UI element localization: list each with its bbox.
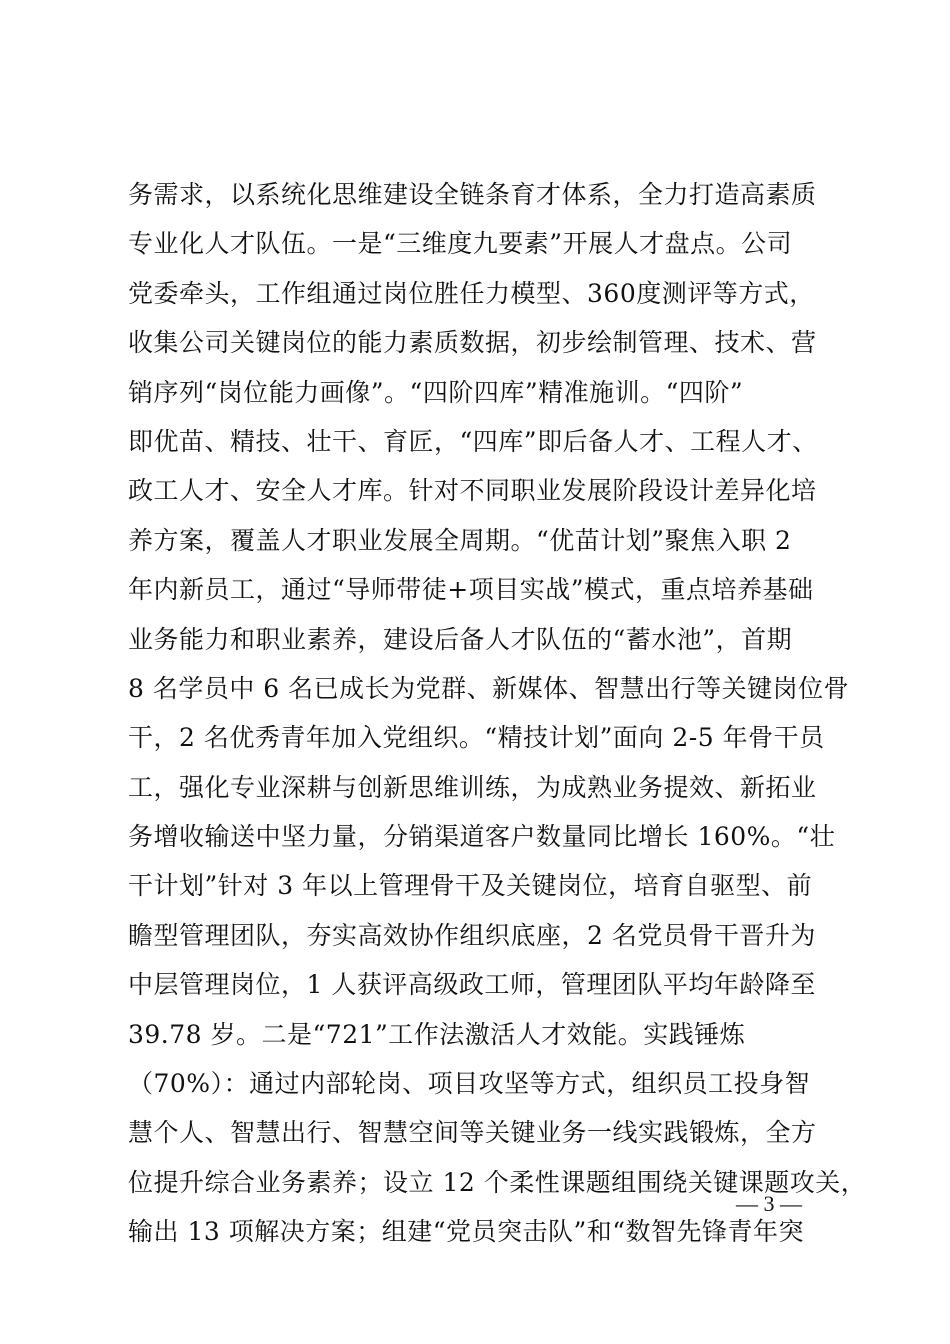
text-line: （70%）：通过内部轮岗、项目攻坚等方式，组织员工投身智	[128, 1069, 811, 1099]
text-line: 年内新员工，通过“导师带徒+项目实战”模式，重点培养基础	[128, 575, 814, 605]
text-line: 收集公司关键岗位的能力素质数据，初步绘制管理、技术、营	[128, 328, 817, 358]
text-line: 位提升综合业务素养；设立 12 个柔性课题组围绕关键课题攻关，	[128, 1167, 867, 1197]
text-line: 政工人才、安全人才库。针对不同职业发展阶段设计差异化培	[128, 476, 817, 506]
text-line: 瞻型管理团队，夯实高效协作组织底座，2 名党员骨干晋升为	[128, 920, 816, 950]
text-line: 干计划”针对 3 年以上管理骨干及关键岗位，培育自驱型、前	[128, 871, 813, 901]
body-text	[128, 170, 867, 1257]
text-line: 业务能力和职业素养，建设后备人才队伍的“蓄水池”，首期	[128, 624, 793, 654]
text-line: 输出 13 项解决方案；组建“党员突击队”和“数智先锋青年突	[128, 1217, 805, 1247]
text-line: 39.78 岁。二是“721”工作法激活人才效能。实践锤炼	[128, 1019, 746, 1049]
text-line: 慧个人、智慧出行、智慧空间等关键业务一线实践锻炼，全方	[128, 1118, 817, 1148]
text-line: 务增收输送中坚力量，分销渠道客户数量同比增长 160%。“壮	[128, 822, 836, 852]
text-line: 干，2 名优秀青年加入党组织。“精技计划”面向 2-5 年骨干员	[128, 723, 825, 753]
text-line: 专业化人才队伍。一是“三维度九要素”开展人才盘点。公司	[128, 229, 793, 259]
text-line: 即优苗、精技、壮干、育匠，“四库”即后备人才、工程人才、	[128, 426, 818, 456]
text-line: 务需求，以系统化思维建设全链条育才体系，全力打造高素质	[128, 180, 817, 209]
text-line: 党委牵头，工作组通过岗位胜任力模型、360度测评等方式，	[128, 278, 815, 308]
text-line: 工，强化专业深耕与创新思维训练，为成熟业务提效、新拓业	[128, 772, 817, 802]
text-line: 8 名学员中 6 名已成长为党群、新媒体、智慧出行等关键岗位骨	[128, 673, 850, 703]
text-line: 中层管理岗位，1 人获评高级政工师，管理团队平均年龄降至	[128, 970, 816, 1000]
text-line: 养方案，覆盖人才职业发展全周期。“优苗计划”聚焦入职 2	[128, 525, 792, 555]
page-number: — 3 —	[736, 1191, 802, 1216]
text-line: 销序列“岗位能力画像”。“四阶四库”精准施训。“四阶”	[128, 377, 744, 407]
